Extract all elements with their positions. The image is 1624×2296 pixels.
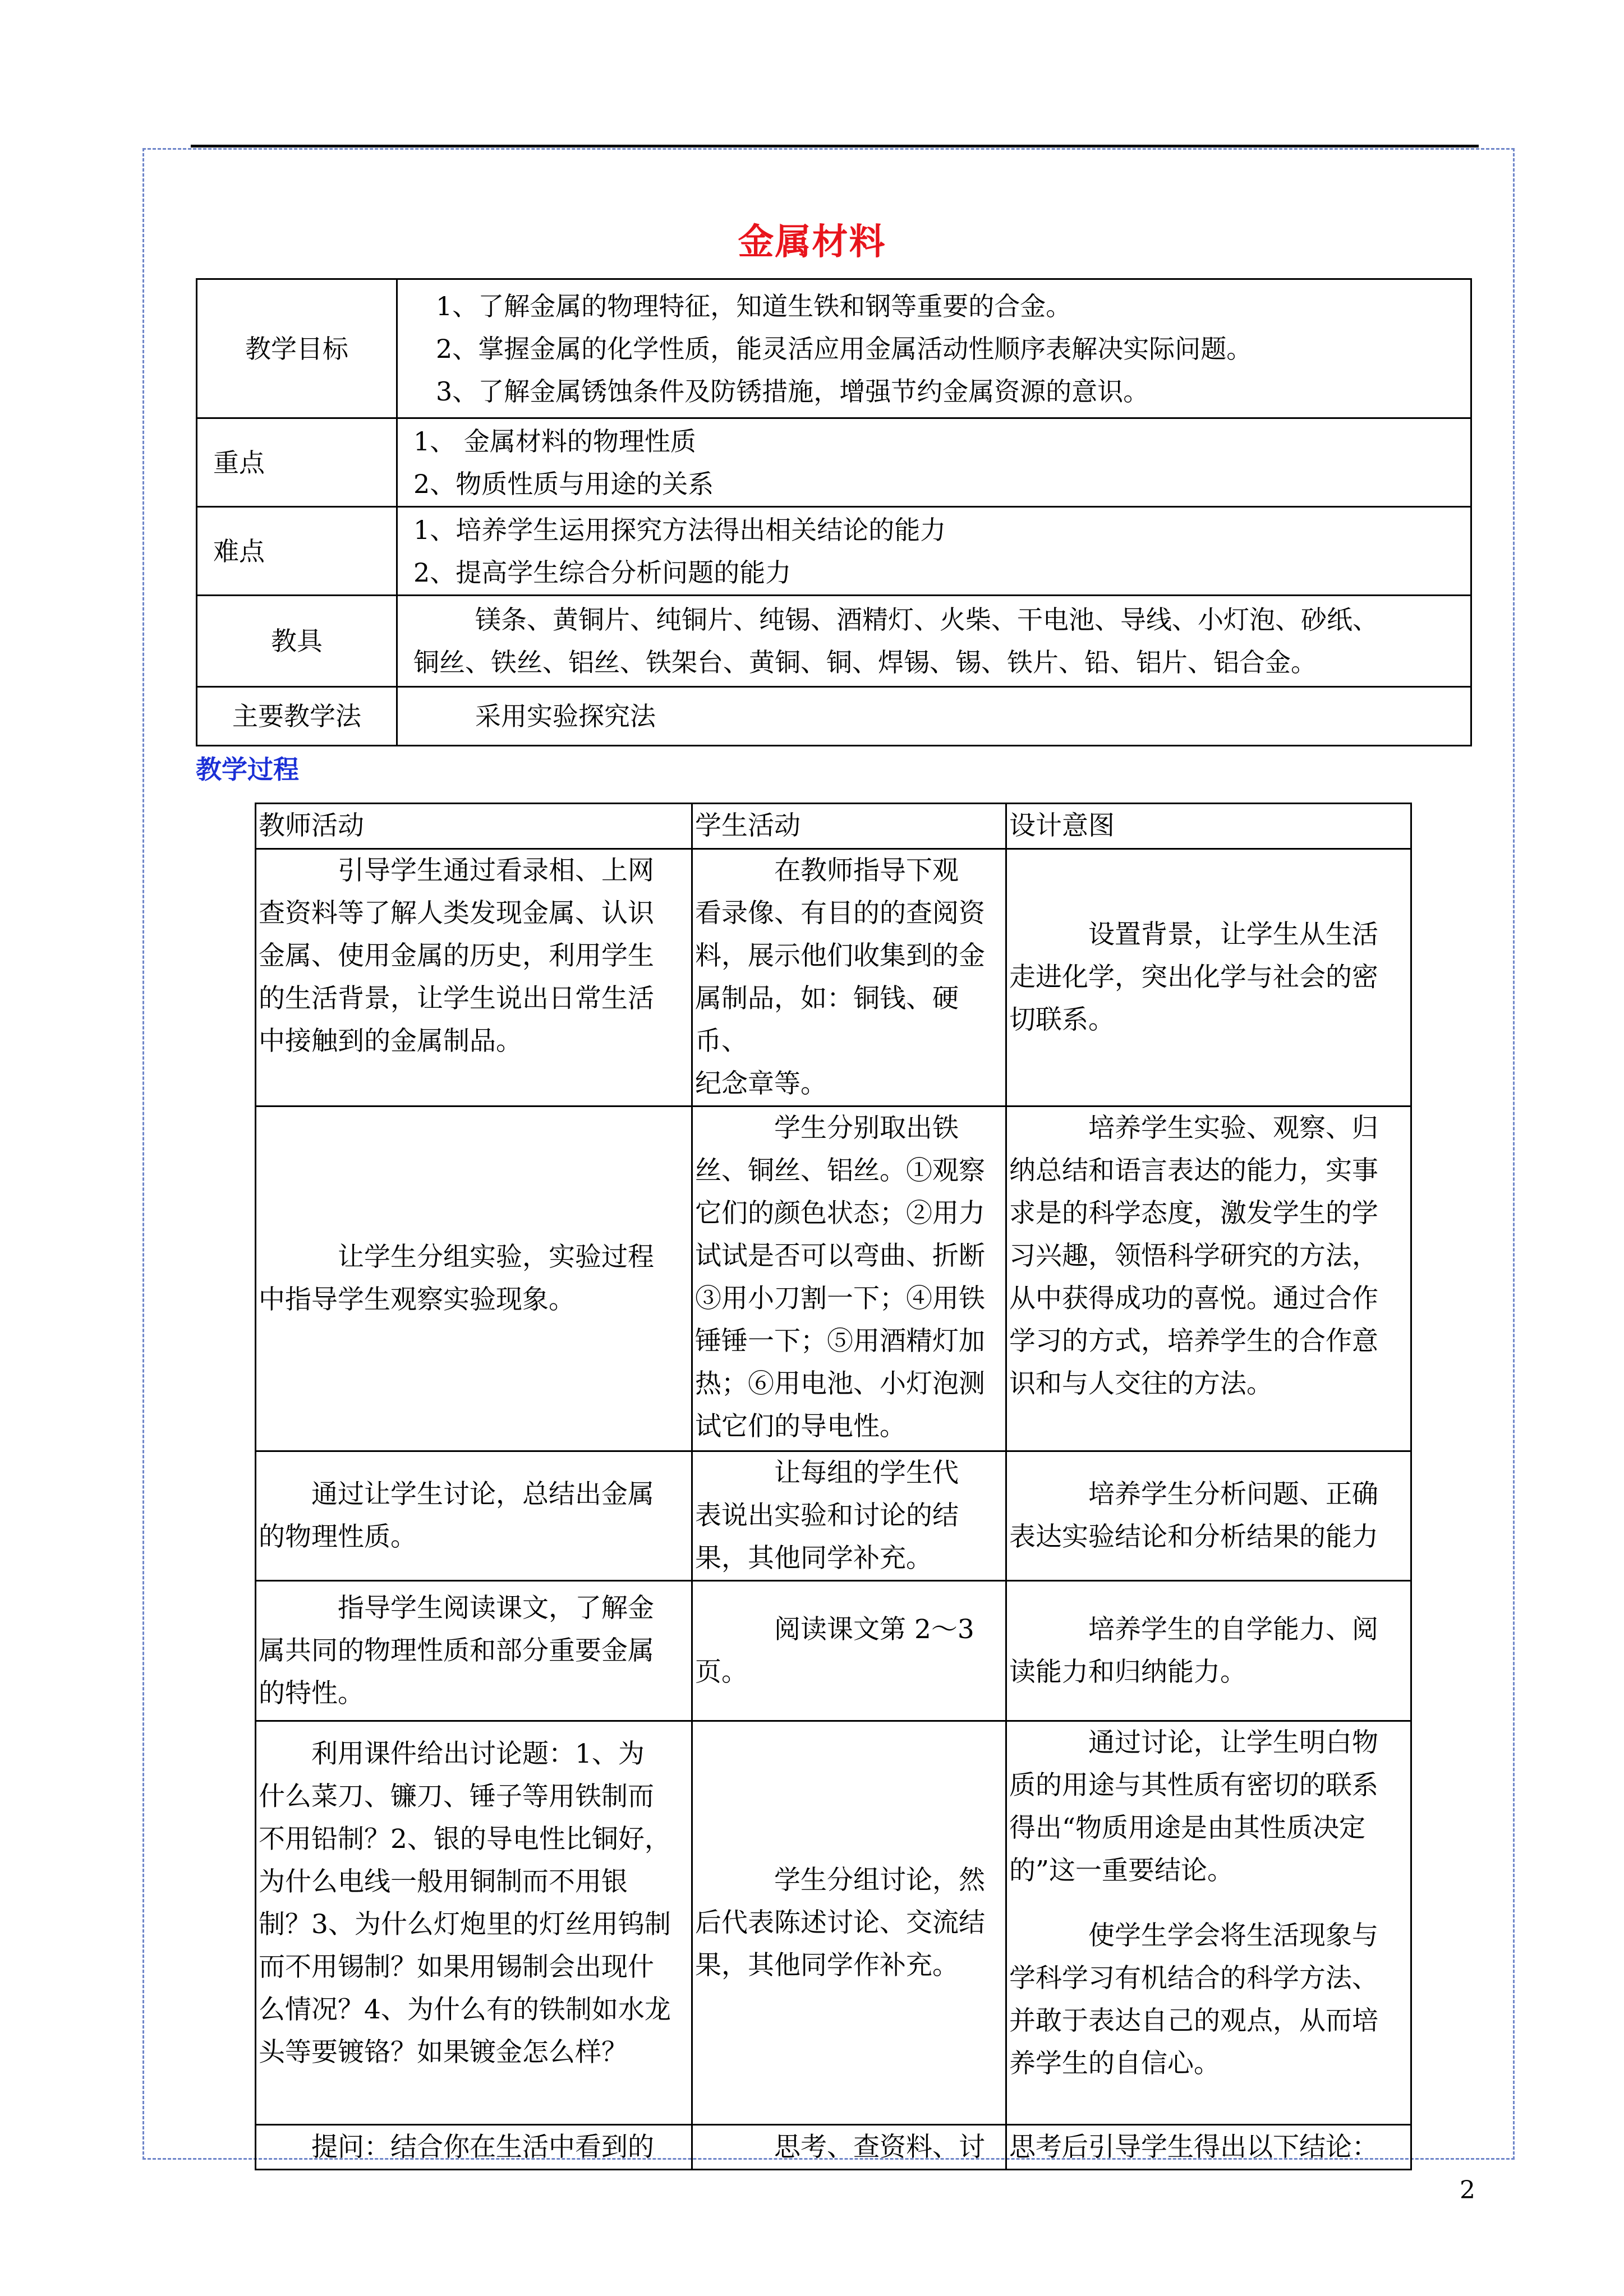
section-title: 教学过程	[196, 754, 299, 785]
process-row-4	[256, 1581, 1411, 1721]
cell-line: 养学生的自信心。	[1009, 2048, 1220, 2079]
process-table	[255, 803, 1412, 2170]
cell-line: 页。	[695, 1656, 748, 1688]
cell-line: 利用课件给出讨论题：1、为	[311, 1739, 645, 1769]
teacher-cell	[256, 1106, 692, 1451]
info-table	[196, 278, 1472, 746]
intent-cell	[1006, 1581, 1411, 1721]
cell-line: 试它们的导电性。	[695, 1411, 906, 1442]
key-points-row	[197, 418, 1471, 507]
cell-line: 学生分别取出铁	[774, 1113, 959, 1144]
cell-line: 从中获得成功的喜悦。通过合作	[1009, 1283, 1378, 1314]
header-rule	[191, 145, 1479, 147]
cell-line: 得出“物质用途是由其性质决定	[1009, 1813, 1366, 1843]
cell-line: 属制品，如：铜钱、硬币、	[695, 983, 959, 1057]
cell-line: 通过讨论，让学生明白物	[1088, 1727, 1378, 1758]
cell-line: 通过让学生讨论，总结出金属	[311, 1479, 654, 1510]
cell-line: 看录像、有目的的查阅资	[695, 898, 985, 929]
intent-cell	[1006, 1721, 1411, 2125]
key-point-item: 2、物质性质与用途的关系	[413, 468, 714, 499]
cell-line: 让学生分组实验，实验过程	[338, 1242, 654, 1273]
difficulties-content	[397, 507, 1471, 596]
cell-line: 读能力和归纳能力。	[1009, 1656, 1246, 1688]
process-row-5	[256, 1721, 1411, 2125]
method-label: 主要教学法	[197, 687, 397, 746]
objectives-row	[197, 279, 1471, 418]
cell-line: 使学生学会将生活现象与	[1088, 1920, 1378, 1951]
cell-line: 表达实验结论和分析结果的能力	[1009, 1522, 1378, 1552]
cell-line: 不用铅制？2、银的导电性比铜好，	[259, 1824, 671, 1855]
cell-line: 果，其他同学补充。	[695, 1543, 932, 1574]
intent-cell	[1006, 2125, 1411, 2170]
cell-line: 质的用途与其性质有密切的联系	[1009, 1770, 1378, 1801]
page-title: 金属材料	[738, 221, 886, 263]
process-row-1	[256, 849, 1411, 1106]
cell-line: 它们的颜色状态；②用力	[695, 1198, 985, 1229]
student-cell	[692, 1721, 1006, 2125]
cell-line: 阅读课文第 2～3	[774, 1613, 974, 1645]
cell-line: 中接触到的金属制品。	[259, 1026, 522, 1057]
cell-line: 什么菜刀、镰刀、锤子等用铁制而	[259, 1781, 654, 1812]
cell-line: 引导学生通过看录相、上网	[338, 855, 654, 886]
key-points-label: 重点	[197, 418, 397, 507]
tools-row	[197, 596, 1471, 687]
intent-cell	[1006, 1106, 1411, 1451]
cell-line: 培养学生实验、观察、归	[1088, 1113, 1378, 1144]
cell-line: 学习的方式，培养学生的合作意	[1009, 1326, 1378, 1357]
cell-line: 的特性。	[259, 1677, 364, 1709]
cell-line: 学科学习有机结合的科学方法、	[1009, 1963, 1378, 1994]
cell-line: 习兴趣，领悟科学研究的方法，	[1009, 1241, 1378, 1271]
objectives-content	[397, 279, 1471, 418]
cell-line: 指导学生阅读课文，了解金	[338, 1592, 654, 1624]
cell-line: 的物理性质。	[259, 1522, 417, 1552]
student-cell	[692, 1106, 1006, 1451]
student-cell	[692, 1581, 1006, 1721]
header-intent: 设计意图	[1006, 804, 1411, 849]
intent-cell	[1006, 849, 1411, 1106]
key-points-content	[397, 418, 1471, 507]
student-cell	[692, 1451, 1006, 1581]
cell-line: 丝、铜丝、铝丝。①观察	[695, 1155, 985, 1186]
difficulties-label: 难点	[197, 507, 397, 596]
process-row-6	[256, 2125, 1411, 2170]
cell-line: 走进化学，突出化学与社会的密	[1009, 962, 1378, 993]
cell-line: 热；⑥用电池、小灯泡测	[695, 1368, 985, 1399]
cell-line: 属共同的物理性质和部分重要金属	[259, 1635, 654, 1666]
cell-line: 并敢于表达自己的观点，从而培	[1009, 2005, 1378, 2036]
cell-line: 金属、使用金属的历史，利用学生	[259, 940, 654, 971]
difficulty-item: 2、提高学生综合分析问题的能力	[413, 557, 792, 588]
method-content	[397, 687, 1471, 746]
header-teacher: 教师活动	[256, 804, 692, 849]
cell-line: 思考、查资料、讨	[774, 2131, 985, 2163]
cell-line: 而不用锡制？如果用锡制会出现什	[259, 1952, 654, 1983]
cell-line: 思考后引导学生得出以下结论：	[1009, 2131, 1378, 2163]
method-row	[197, 687, 1471, 746]
teacher-cell	[256, 1721, 692, 2125]
tools-line-2: 铜丝、铁丝、铝丝、铁架台、黄铜、铜、焊锡、锡、铁片、铅、铝片、铝合金。	[413, 647, 1317, 677]
cell-line: 纳总结和语言表达的能力，实事	[1009, 1155, 1378, 1186]
difficulty-item: 1、培养学生运用探究方法得出相关结论的能力	[413, 514, 946, 545]
student-cell	[692, 2125, 1006, 2170]
cell-line: 让每组的学生代	[774, 1458, 959, 1488]
cell-line: 后代表陈述讨论、交流结	[695, 1907, 985, 1938]
cell-line: 果，其他同学作补充。	[695, 1949, 959, 1981]
process-header-row	[256, 804, 1411, 849]
tools-content	[397, 596, 1471, 687]
cell-line: 料，展示他们收集到的金	[695, 940, 985, 971]
cell-line: 中指导学生观察实验现象。	[259, 1284, 575, 1315]
cell-line: 查资料等了解人类发现金属、认识	[259, 898, 654, 929]
cell-line: 的生活背景，让学生说出日常生活	[259, 983, 654, 1014]
intent-cell	[1006, 1451, 1411, 1581]
cell-line: 切联系。	[1009, 1004, 1115, 1035]
objective-item: 3、了解金属锈蚀条件及防锈措施，增强节约金属资源的意识。	[436, 376, 1149, 407]
cell-line: 纪念章等。	[695, 1068, 827, 1099]
header-student: 学生活动	[692, 804, 1006, 849]
teacher-cell	[256, 1581, 692, 1721]
teacher-cell	[256, 2125, 692, 2170]
cell-line: 锤锤一下；⑤用酒精灯加	[695, 1326, 985, 1357]
teacher-cell	[256, 849, 692, 1106]
objectives-label: 教学目标	[197, 279, 397, 418]
cell-line: 求是的科学态度，激发学生的学	[1009, 1198, 1378, 1229]
objective-item: 1、了解金属的物理特征，知道生铁和钢等重要的合金。	[436, 291, 1072, 321]
cell-line: 的”这一重要结论。	[1009, 1855, 1234, 1886]
cell-line: 设置背景，让学生从生活	[1088, 919, 1378, 950]
key-point-item: 1、 金属材料的物理性质	[413, 426, 696, 457]
teacher-cell	[256, 1451, 692, 1581]
cell-line: 培养学生的自学能力、阅	[1088, 1613, 1378, 1645]
student-cell	[692, 849, 1006, 1106]
cell-line: 提问：结合你在生活中看到的	[311, 2131, 654, 2163]
cell-line: 制？3、为什么灯炮里的灯丝用钨制	[259, 1909, 671, 1940]
cell-line: 学生分组讨论，然	[774, 1864, 985, 1896]
cell-line: 表说出实验和讨论的结	[695, 1500, 959, 1531]
cell-line: 培养学生分析问题、正确	[1088, 1479, 1378, 1510]
cell-line: ③用小刀割一下；④用铁	[695, 1283, 985, 1314]
page-number: 2	[1460, 2176, 1475, 2205]
cell-line: 在教师指导下观	[774, 855, 959, 886]
difficulties-row	[197, 507, 1471, 596]
cell-line: 试试是否可以弯曲、折断	[695, 1241, 985, 1271]
cell-line: 识和与人交往的方法。	[1009, 1368, 1273, 1399]
objective-item: 2、掌握金属的化学性质，能灵活应用金属活动性顺序表解决实际问题。	[436, 333, 1253, 364]
process-row-3	[256, 1451, 1411, 1581]
cell-line: 么情况？4、为什么有的铁制如水龙	[259, 1994, 671, 2025]
method-text: 采用实验探究法	[475, 701, 656, 731]
tools-line-1: 镁条、黄铜片、纯铜片、纯锡、酒精灯、火柴、干电池、导线、小灯泡、砂纸、	[475, 605, 1378, 635]
process-row-2	[256, 1106, 1411, 1451]
cell-line: 头等要镀铬？如果镀金怎么样？	[259, 2037, 628, 2068]
cell-line: 为什么电线一般用铜制而不用银	[259, 1866, 628, 1897]
tools-label: 教具	[197, 596, 397, 687]
